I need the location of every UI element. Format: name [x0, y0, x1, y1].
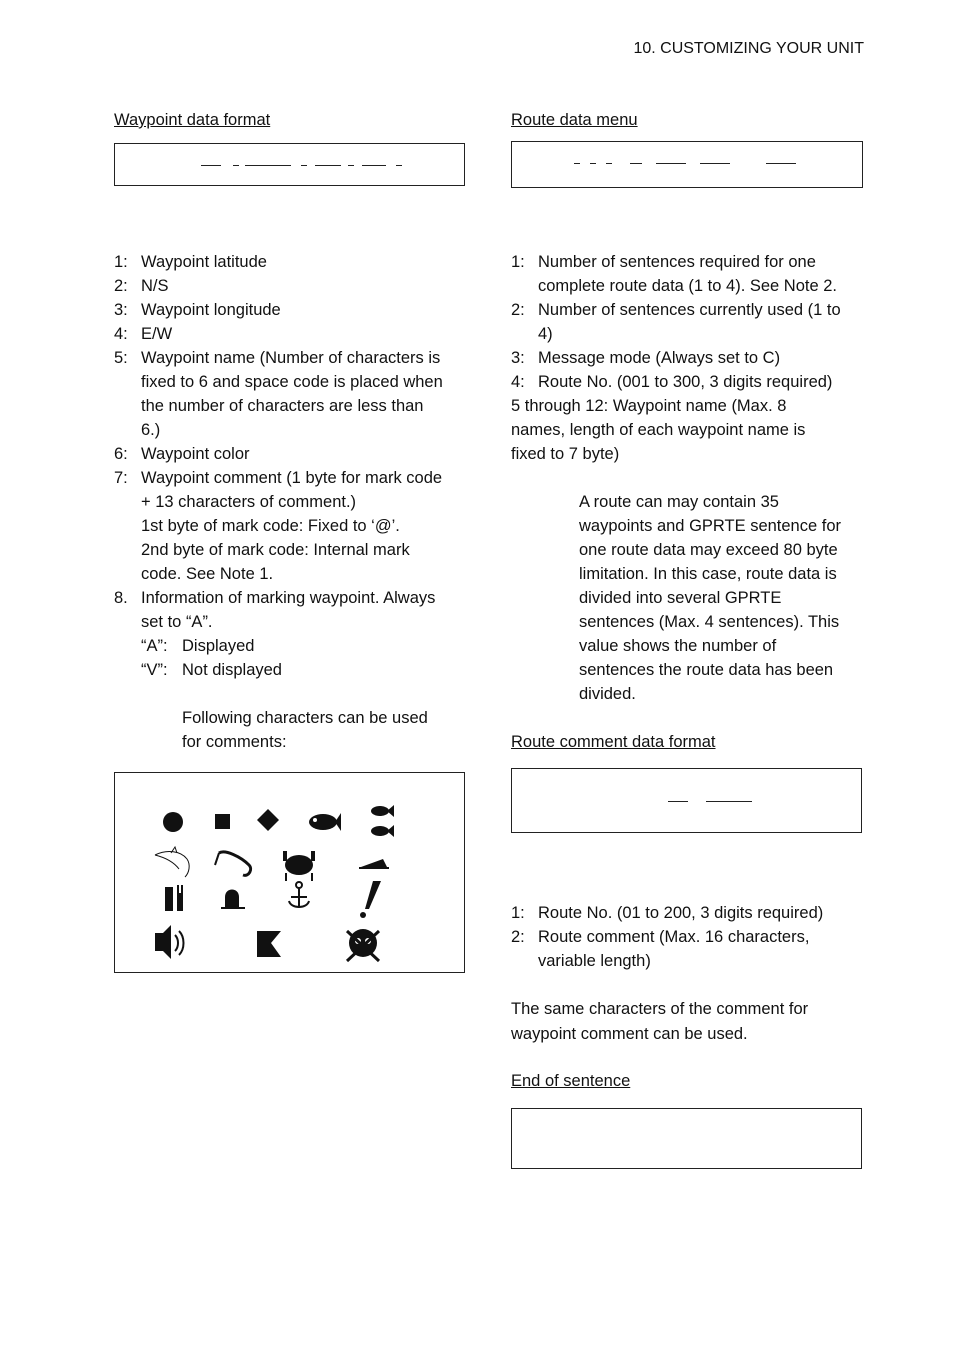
exclamation-icon [360, 881, 381, 918]
end-of-sentence-box [511, 1108, 862, 1169]
speaker-icon [155, 925, 184, 959]
crab-icon [283, 851, 315, 881]
mark-symbols-svg [115, 773, 466, 974]
route-comment-para: The same characters of the comment for waypoint comment can be used. [511, 1000, 809, 1043]
list-item: 2: N/S [114, 277, 169, 295]
list-item: 6: Waypoint color [114, 445, 250, 463]
list-item: 4: E/W [114, 325, 173, 343]
waypoint-format-title: Waypoint data format [114, 111, 271, 129]
list-item: 8. Information of marking waypoint. Always set to “A”. [114, 589, 436, 631]
shrimp-icon [215, 852, 251, 875]
list-item: 1: Number of sentences required for one complete route data (1 to 4). See Note 2. [511, 253, 838, 295]
list-item: 1: Waypoint latitude [114, 253, 267, 271]
fish-icon [309, 813, 341, 831]
wreck-icon [359, 859, 389, 869]
chapter-header: 10. CUSTOMIZING YOUR UNIT [633, 40, 864, 57]
list-item: 1: Route No. (01 to 200, 3 digits required) [511, 904, 824, 922]
list-item: 7: Waypoint comment (1 byte for mark code + 13 characters of comment.) 1st byte of mark code: Fixed to ‘@’. 2nd byte of mark code: Internal mark code. See Note 1. [114, 469, 443, 583]
two-fish-icon [371, 805, 394, 837]
waypoint-fields-list [114, 250, 474, 754]
square-icon [215, 814, 230, 829]
flag-icon [257, 931, 281, 957]
skull-icon [347, 929, 379, 961]
circle-icon [163, 812, 183, 832]
route-comment-box [511, 768, 862, 833]
route-comment-list [511, 901, 871, 1046]
route-format-box [511, 141, 863, 188]
end-of-sentence-title: End of sentence [511, 1072, 631, 1090]
diamond-icon [257, 809, 279, 831]
waypoint-format-box [114, 143, 465, 186]
list-item: 4: Route No. (001 to 300, 3 digits required) [511, 373, 833, 391]
marking-row: “V”: Not displayed [141, 661, 282, 679]
marking-row: “A”: Displayed [141, 637, 255, 655]
food-icon [165, 885, 183, 911]
mark-symbols-box [114, 772, 465, 973]
dolphin-icon [155, 847, 189, 877]
route-note: A route can may contain 35 waypoints and GPRTE sentence for one route data may exceed 80 byte limitation. In this case, route data is divided into several GPRTE sentences (Max. 4 sentences). This value shows the number of sentences the route data has been divided. [579, 493, 842, 703]
anchor-icon [289, 882, 309, 907]
route-fields-list [511, 250, 871, 706]
route-comment-title: Route comment data format [511, 733, 716, 751]
list-item: 3: Waypoint longitude [114, 301, 281, 319]
route-extra-text: 5 through 12: Waypoint name (Max. 8 names, length of each waypoint name is fixed to 7 byte) [511, 397, 806, 463]
route-menu-title: Route data menu [511, 111, 638, 129]
list-item: 2: Number of sentences currently used (1 to 4) [511, 301, 841, 343]
list-item: 3: Message mode (Always set to C) [511, 349, 781, 367]
diver-icon [221, 890, 245, 910]
chars-note: Following characters can be used for comments: [182, 709, 428, 751]
list-item: 5: Waypoint name (Number of characters is fixed to 6 and space code is placed when the number of characters are less than 6.) [114, 349, 443, 439]
list-item: 2: Route comment (Max. 16 characters, variable length) [511, 928, 810, 970]
